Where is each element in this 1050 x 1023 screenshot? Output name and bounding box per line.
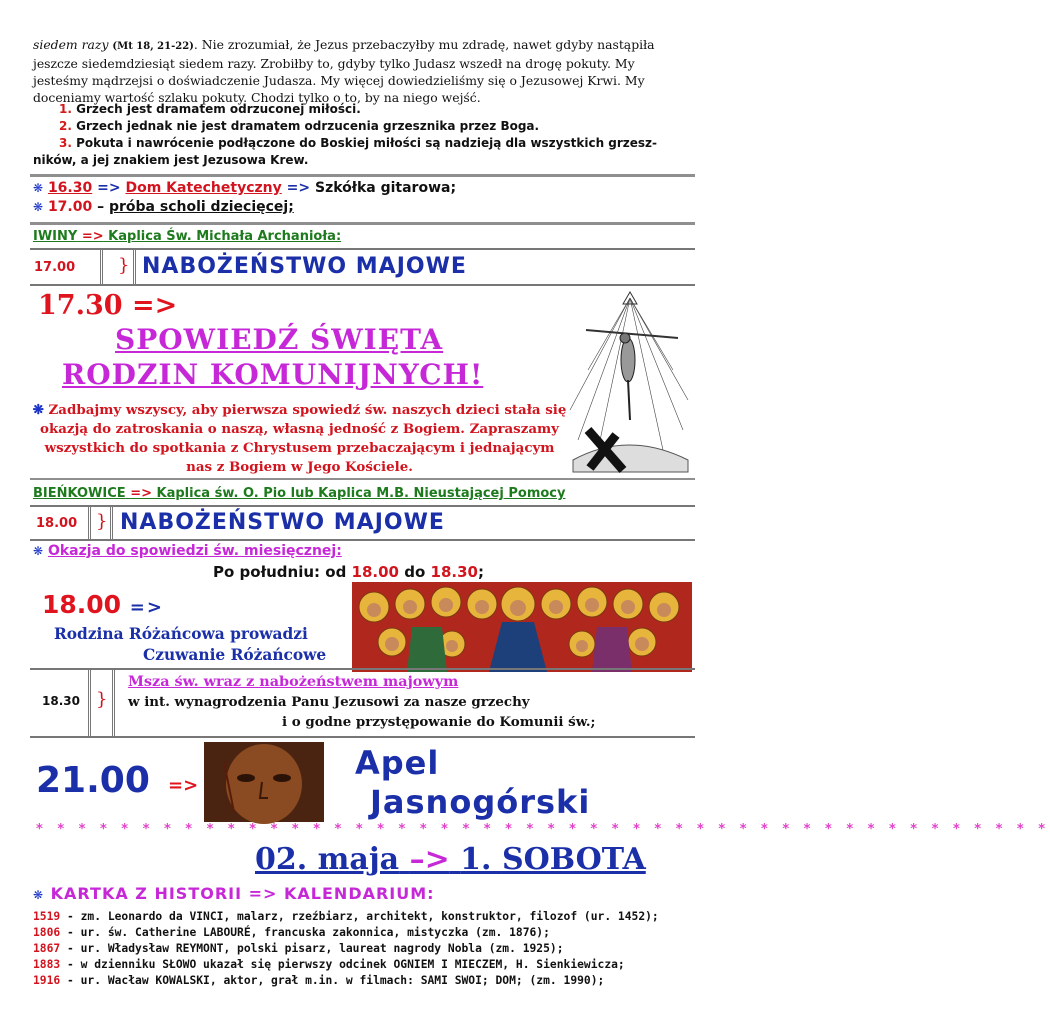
brace: }: [96, 511, 108, 532]
bullet-icon: ❋: [33, 888, 45, 902]
calendar-entry: 1883 - w dzienniku SŁOWO ukazał się pierwszy odcinek OGNIEM I MIECZEM, H. Sienkiewicza;: [33, 958, 625, 971]
msza-time: 18.30: [42, 694, 80, 708]
star-icon: ❋: [32, 402, 44, 418]
separator: [110, 507, 113, 539]
numbered-points: [33, 101, 703, 169]
point-3: 3. Pokuta i nawrócenie podłączone do Boskiej miłości są nadzieją dla wszystkich grzesz-: [59, 136, 658, 150]
rozaniec-line1: Rodzina Różańcowa prowadzi: [54, 625, 308, 643]
msza-line2: i o godne przystępowanie do Komunii św.;: [282, 714, 596, 730]
calendar-entry: 1519 - zm. Leonardo da VINCI, malarz, rzeźbiarz, architekt, konstruktor, filozof (ur. 1452);: [33, 910, 659, 923]
schedule-item-guitar: ❋ 16.30 => Dom Katechetyczny => Szkółka gitarowa;: [33, 180, 457, 196]
apel-line1: Apel: [355, 744, 440, 782]
iwiny-time: 17.00: [34, 260, 76, 275]
divider: [30, 222, 695, 225]
bullet-icon: ❋: [33, 544, 44, 558]
stars-divider: * * * * * * * * * * * * * * * * * * * * * * * * * * * * * * * * * * * * * * * * * * * * * * * *: [36, 822, 1050, 837]
rozaniec-time-row: 18.00 =>: [42, 590, 164, 619]
separator: [100, 250, 103, 284]
msza-title: Msza św. wraz z nabożeństwem majowym: [128, 673, 459, 690]
crucifix-illustration: [568, 290, 693, 480]
separator: [88, 507, 91, 539]
spowiedz-text: ❋ Zadbajmy wszyscy, aby pierwsza spowiedź św. naszych dzieci stała się okazją do zatroskania o naszą, własną jedność z Bogiem. Zapraszamy wszystkich do spotkania z Chrystusem przebaczającym i jednającym nas z Bogiem w Jego Kościele.: [32, 402, 567, 475]
bullet-icon: ❋: [33, 181, 44, 195]
spowiedz-time: 17.30 =>: [38, 290, 178, 321]
separator: [112, 670, 115, 736]
bienkowice-majowe-title: NABOŻEŃSTWO MAJOWE: [120, 510, 445, 535]
intro-paragraph: [33, 36, 693, 106]
intro-text: . Nie zrozumiał, że Jezus przebaczyłby mu zdradę, nawet gdyby nastąpiła jeszcze siedemdziesiąt siedem razy. Zrobiłby to, gdyby tylko Judasz wszedł na drogę pokuty. My jesteśmy mądrzejsi o doświadczenie Judasza. My więcej dowiedzieliśmy się o Jezusowej Krwi. My doceniamy wartość szlaku pokuty. Chodzi tylko o to, by na niego wejść.: [33, 37, 655, 105]
separator: [133, 250, 136, 284]
date-line: 02. maja –> 1. SOBOTA: [255, 842, 646, 877]
intro-ref: (Mt 18, 21-22): [112, 41, 194, 52]
madonna-icon-image: [204, 742, 324, 822]
point-2: 2. Grzech jednak nie jest dramatem odrzucenia grzesznika przez Boga.: [59, 119, 540, 133]
iwiny-majowe-row: [30, 248, 695, 286]
brace: }: [96, 689, 108, 710]
iwiny-heading: IWINY => Kaplica Św. Michała Archanioła:: [33, 229, 342, 244]
calendar-entry: 1916 - ur. Wacław KOWALSKI, aktor, grał m.in. w filmach: SAMI SWOI; DOM; (zm. 1990);: [33, 974, 605, 987]
kartka-heading: ❋ KARTKA Z HISTORII => KALENDARIUM:: [33, 884, 435, 903]
spowiedz-title-1: SPOWIEDŹ ŚWIĘTA: [115, 323, 444, 356]
point-3-cont: ników, a jej znakiem jest Jezusowa Krew.: [33, 153, 309, 167]
apel-line2: Jasnogórski: [370, 783, 591, 821]
divider: [30, 478, 695, 480]
msza-line1: w int. wynagrodzenia Panu Jezusowi za nasze grzechy: [128, 694, 530, 710]
point-1: 1. Grzech jest dramatem odrzuconej miłości.: [59, 102, 361, 116]
divider: [30, 174, 695, 177]
apel-time: 21.00: [36, 760, 150, 801]
spowiedz-title-2: RODZIN KOMUNIJNYCH!: [62, 358, 484, 391]
rozaniec-line2: Czuwanie Różańcowe: [143, 646, 327, 664]
msza-row: [30, 668, 695, 738]
okazja-hours: Po południu: od 18.00 do 18.30;: [213, 563, 484, 581]
intro-phrase: siedem razy: [33, 37, 109, 52]
schedule-item-schola: ❋ 17.00 – próba scholi dziecięcej;: [33, 199, 294, 215]
iwiny-majowe-title: NABOŻEŃSTWO MAJOWE: [142, 254, 467, 279]
calendar-entry: 1867 - ur. Władysław REYMONT, polski pisarz, laureat nagrody Nobla (zm. 1925);: [33, 942, 564, 955]
apel-arrow: =>: [168, 775, 199, 796]
okazja-heading: ❋ Okazja do spowiedzi św. miesięcznej:: [33, 543, 342, 559]
separator: [88, 670, 91, 736]
calendar-entry: 1806 - ur. św. Catherine LABOURÉ, francuska zakonnica, mistyczka (zm. 1876);: [33, 926, 550, 939]
bienkowice-majowe-row: [30, 505, 695, 541]
brace: }: [118, 255, 130, 276]
pentecost-icon-image: [352, 582, 692, 672]
calendar-list: [33, 909, 713, 989]
bienkowice-time: 18.00: [36, 516, 78, 531]
bullet-icon: ❋: [33, 200, 44, 214]
bienkowice-heading: BIEŃKOWICE => Kaplica św. O. Pio lub Kaplica M.B. Nieustającej Pomocy: [33, 486, 566, 501]
